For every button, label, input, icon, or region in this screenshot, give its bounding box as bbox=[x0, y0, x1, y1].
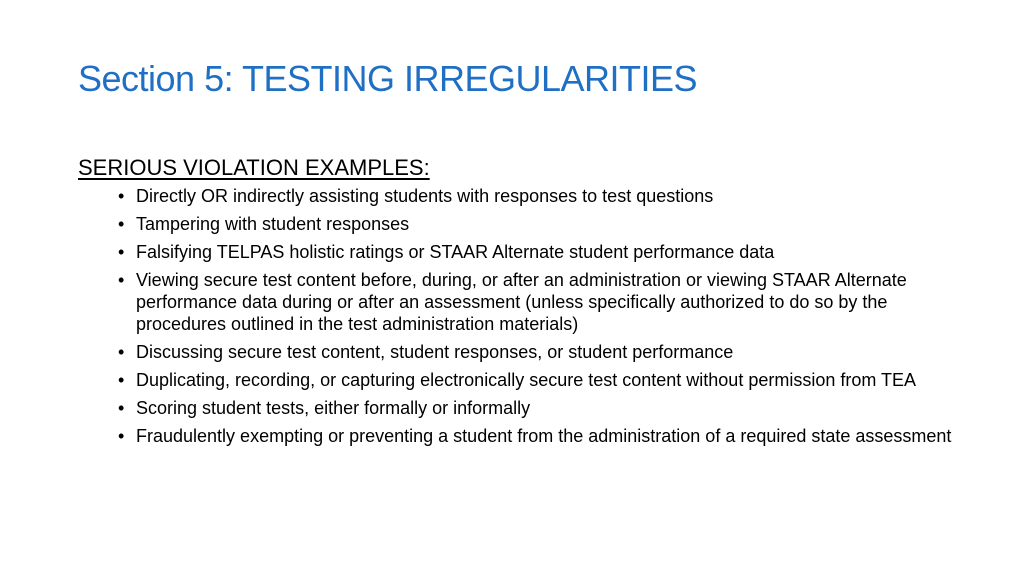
bullet-text: Falsifying TELPAS holistic ratings or STAAR Alternate student performance data bbox=[136, 242, 775, 262]
bullet-dot-icon: • bbox=[118, 426, 125, 446]
slide-body bbox=[78, 155, 958, 453]
bullet-dot-icon: • bbox=[118, 242, 125, 262]
bullet-text: Scoring student tests, either formally or informally bbox=[136, 398, 531, 418]
bullet-dot-icon: • bbox=[118, 398, 125, 418]
bullet-text: Discussing secure test content, student responses, or student performance bbox=[136, 342, 734, 362]
bullet-text: Fraudulently exempting or preventing a student from the administration of a required state assessment bbox=[136, 426, 952, 446]
bullet-text: Directly OR indirectly assisting students with responses to test questions bbox=[136, 186, 714, 206]
bullet-item bbox=[118, 397, 958, 419]
bullet-item bbox=[118, 269, 958, 335]
bullet-text: Tampering with student responses bbox=[136, 214, 410, 234]
bullet-dot-icon: • bbox=[118, 370, 125, 390]
bullet-text: Duplicating, recording, or capturing electronically secure test content without permission from TEA bbox=[136, 370, 917, 390]
slide-title: Section 5: TESTING IRREGULARITIES bbox=[78, 58, 698, 99]
bullet-item bbox=[118, 369, 958, 391]
bullet-dot-icon: • bbox=[118, 214, 125, 234]
bullet-list bbox=[78, 185, 958, 447]
bullet-item bbox=[118, 425, 958, 447]
section-subheading: SERIOUS VIOLATION EXAMPLES: bbox=[78, 155, 430, 180]
bullet-item bbox=[118, 213, 958, 235]
bullet-item bbox=[118, 241, 958, 263]
bullet-text: Viewing secure test content before, during, or after an administration or viewing STAAR Alternate performance data during or after an assessment (unless specifically authorized to do so by the procedures outlined in the test administration materials) bbox=[136, 270, 907, 334]
bullet-dot-icon: • bbox=[118, 270, 125, 290]
bullet-dot-icon: • bbox=[118, 342, 125, 362]
bullet-dot-icon: • bbox=[118, 186, 125, 206]
bullet-item bbox=[118, 185, 958, 207]
bullet-item bbox=[118, 341, 958, 363]
